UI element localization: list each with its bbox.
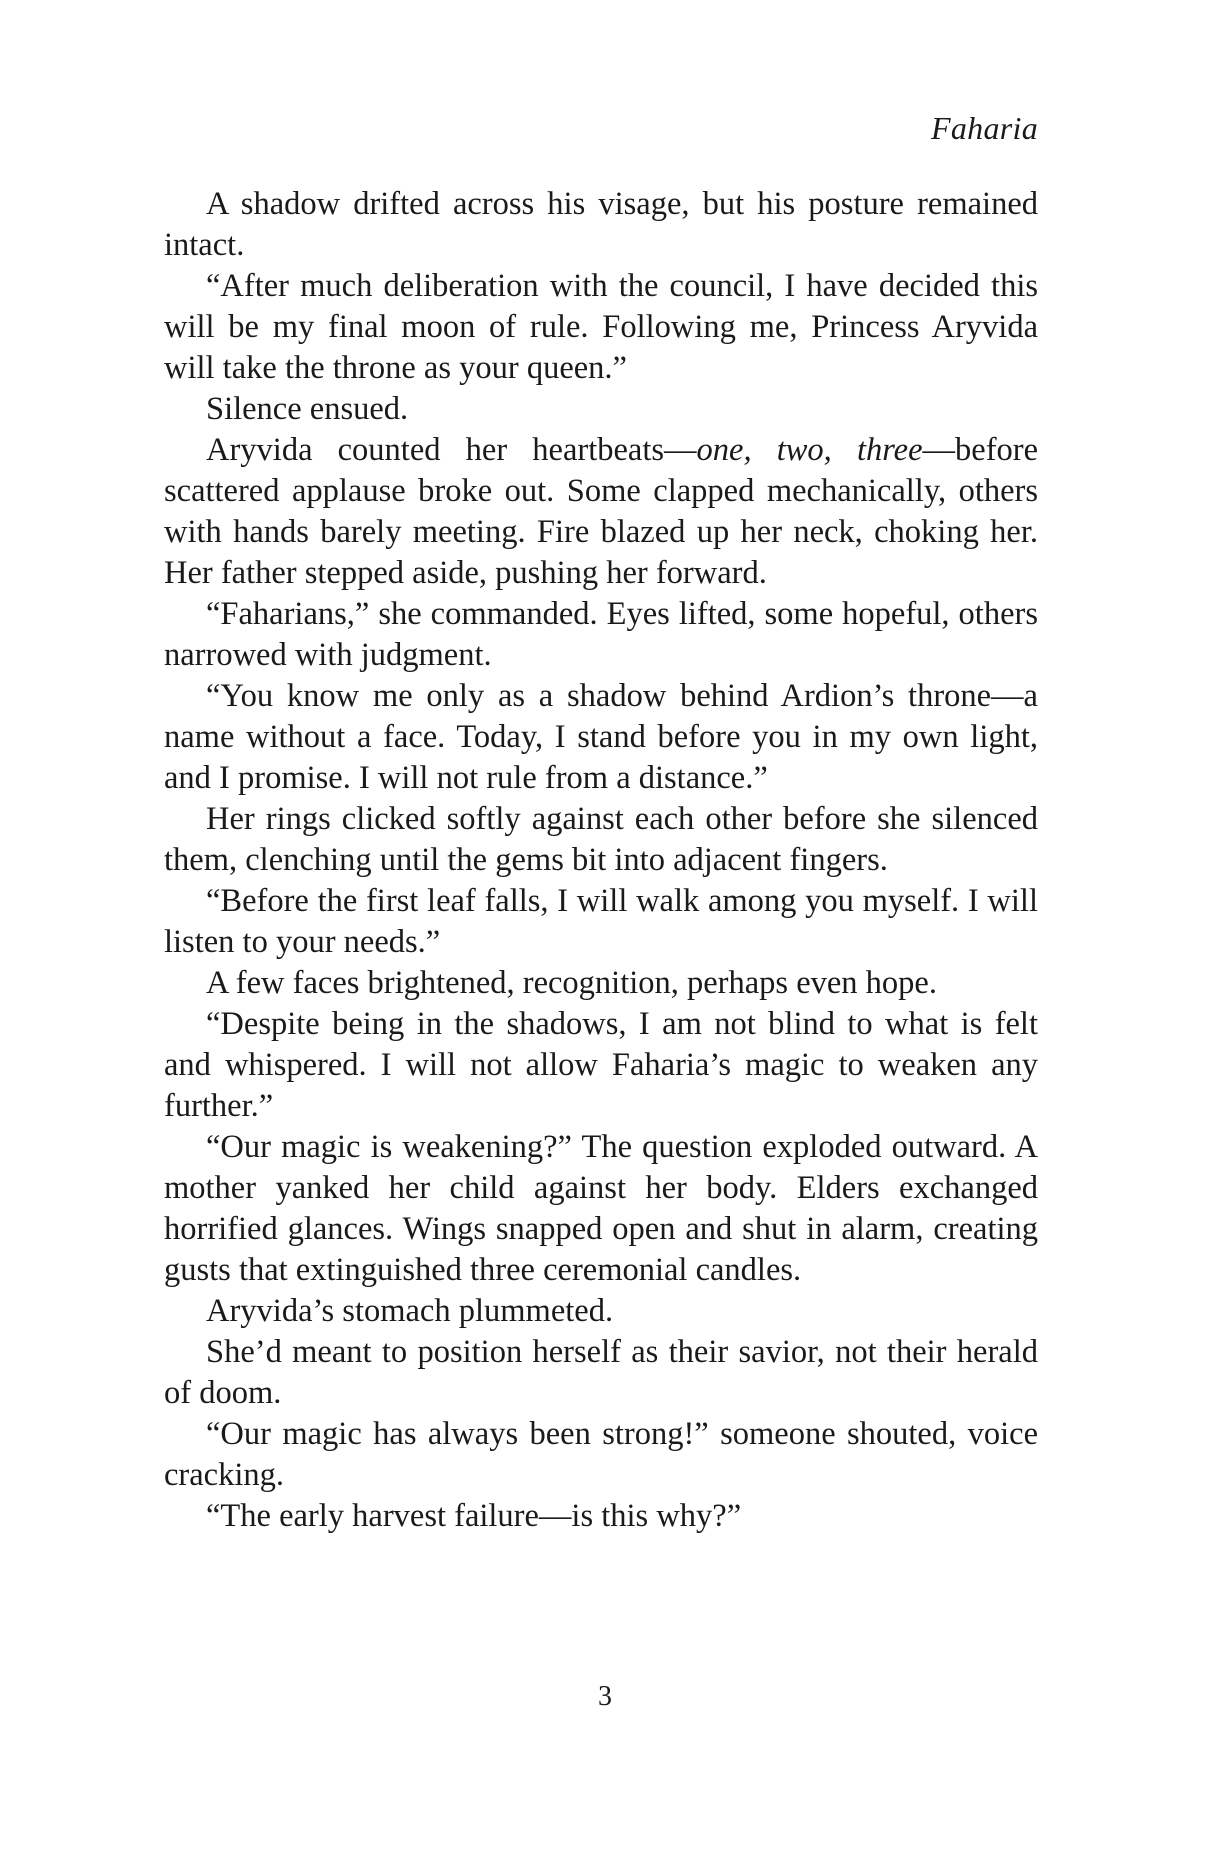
running-header: Faharia xyxy=(931,110,1038,146)
paragraph-text: Aryvida counted her heartbeats— xyxy=(206,432,697,468)
paragraph: “Faharians,” she commanded. Eyes lifted, some hopeful, others narrowed with judgment. xyxy=(164,596,1038,673)
paragraph-text: —before scattered applause broke out. Some clapped mechanically, others with hands barely meeting. Fire blazed up her neck, choking her. Her father stepped aside, pushing her forward. xyxy=(164,432,1039,591)
italic-text: one, two, three xyxy=(696,432,923,468)
body-text xyxy=(164,184,1038,1537)
paragraph: She’d meant to position herself as their savior, not their herald of doom. xyxy=(164,1334,1038,1411)
paragraph: A shadow drifted across his visage, but his posture remained intact. xyxy=(164,186,1038,263)
paragraph: “After much deliberation with the council, I have decided this will be my final moon of rule. Following me, Princess Aryvida will take the throne as your queen.” xyxy=(164,268,1038,386)
paragraph: “Our magic is weakening?” The question exploded outward. A mother yanked her child against her body. Elders exchanged horrified glances. Wings snapped open and shut in alarm, creating gusts that extinguished three ceremonial candles. xyxy=(164,1129,1038,1288)
page-number: 3 xyxy=(598,1681,612,1712)
paragraph: “The early harvest failure—is this why?” xyxy=(206,1498,742,1534)
paragraph xyxy=(164,430,1038,594)
paragraph: “You know me only as a shadow behind Ardion’s throne—a name without a face. Today, I stand before you in my own light, and I promise. I will not rule from a distance.” xyxy=(164,678,1038,796)
paragraph: Silence ensued. xyxy=(206,391,409,427)
paragraph: A few faces brightened, recognition, perhaps even hope. xyxy=(206,965,937,1001)
paragraph: Aryvida’s stomach plummeted. xyxy=(206,1293,614,1329)
paragraph: “Before the first leaf falls, I will walk among you myself. I will listen to your needs.” xyxy=(164,883,1038,960)
paragraph: “Despite being in the shadows, I am not blind to what is felt and whispered. I will not allow Faharia’s magic to weaken any further.” xyxy=(164,1006,1038,1124)
paragraph: “Our magic has always been strong!” someone shouted, voice cracking. xyxy=(164,1416,1038,1493)
paragraph: Her rings clicked softly against each other before she silenced them, clenching until the gems bit into adjacent fingers. xyxy=(164,801,1038,878)
